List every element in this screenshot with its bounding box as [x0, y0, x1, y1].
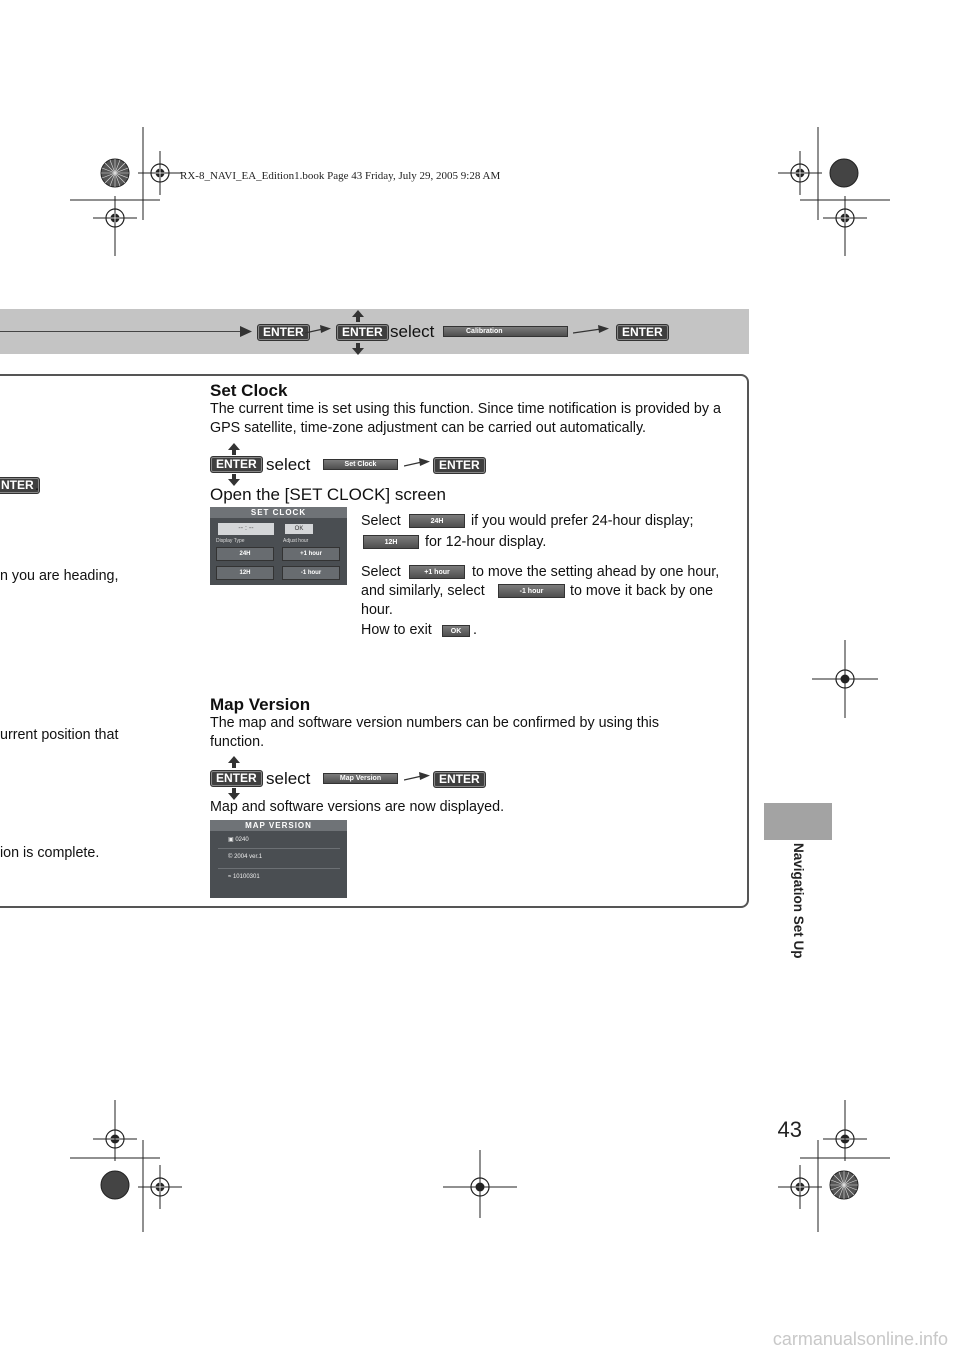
- btn-minus-hour-icon: -1 hour: [498, 584, 565, 598]
- exit-period: .: [473, 622, 477, 638]
- map-icon: ▣: [228, 837, 236, 843]
- screen-plus-hour-button: +1 hour: [282, 547, 340, 561]
- arrow-up-icon: [228, 443, 240, 455]
- instr2-b: and similarly, select: [361, 583, 485, 599]
- screen-divider: [218, 848, 340, 849]
- enter-key-partial: NTER: [0, 477, 40, 494]
- arrow-down-icon: [352, 343, 364, 355]
- section-tab: [764, 803, 832, 840]
- time-display: -- : --: [218, 523, 274, 535]
- enter-key-map-version-2: ENTER: [433, 771, 486, 788]
- screen-12h-button: 12H: [216, 566, 274, 580]
- arrow-up-icon: [352, 310, 364, 322]
- software-icon: ≈: [228, 874, 233, 880]
- watermark: carmanualsonline.info: [772, 1329, 948, 1349]
- map-version-screen-title: MAP VERSION: [210, 820, 347, 831]
- instr1-12h: for 12-hour display.: [425, 534, 547, 550]
- map-version-result: Map and software versions are now displayed.: [210, 799, 505, 815]
- exit-text: How to exit: [361, 622, 432, 638]
- left-fragment-position: urrent position that: [0, 727, 119, 743]
- left-fragment-complete: ion is complete.: [0, 845, 100, 861]
- enter-key-set-clock-1: ENTER: [210, 456, 263, 473]
- btn-ok-icon: OK: [442, 625, 470, 637]
- calibration-menu-button: Calibration: [443, 326, 568, 337]
- screen-divider: [218, 868, 340, 869]
- select-word: select: [266, 455, 311, 474]
- set-clock-description: The current time is set using this function. Since time notification is provided by a GPS satellite, time-zone adjustment can be carried out automatically.: [210, 401, 721, 436]
- screen-24h-button: 24H: [216, 547, 274, 561]
- instr1-select: Select: [361, 513, 401, 529]
- copyright-icon: ©: [228, 854, 235, 860]
- btn-plus-hour-icon: +1 hour: [409, 565, 465, 579]
- map-version-title: Map Version: [210, 695, 311, 714]
- arrow-right-icon: [404, 772, 430, 785]
- arrow-right-icon: [240, 326, 252, 337]
- arrow-right-icon: [573, 325, 609, 338]
- set-clock-screen-title: SET CLOCK: [210, 507, 347, 518]
- instr2-d: hour.: [361, 602, 393, 618]
- instr2-c: to move it back by one: [570, 583, 714, 599]
- map-version-menu-button: Map Version: [323, 773, 398, 784]
- enter-key-1: ENTER: [257, 324, 310, 341]
- open-set-clock-screen: Open the [SET CLOCK] screen: [210, 485, 446, 504]
- set-clock-screen: [210, 507, 347, 585]
- enter-key-set-clock-2: ENTER: [433, 457, 486, 474]
- adjust-hour-label: Adjust hour: [283, 538, 309, 544]
- screen-minus-hour-button: -1 hour: [282, 566, 340, 580]
- display-type-label: Display Type: [216, 538, 245, 544]
- enter-key-3: ENTER: [616, 324, 669, 341]
- instr2-a: to move the setting ahead by one hour,: [472, 564, 720, 580]
- select-word: select: [390, 322, 435, 341]
- screen-ok-button: OK: [285, 524, 313, 534]
- btn-12h-icon: 12H: [363, 535, 419, 549]
- arrow-up-icon: [228, 756, 240, 768]
- enter-key-2: ENTER: [336, 324, 389, 341]
- arrow-right-icon: [305, 325, 331, 338]
- instr2-select: Select: [361, 564, 401, 580]
- arrow-right-icon: [404, 458, 430, 471]
- content-panel: [0, 374, 749, 908]
- map-version-line3: ≈ 10100301: [228, 874, 260, 880]
- map-version-screen: [210, 820, 347, 898]
- set-clock-menu-button: Set Clock: [323, 459, 398, 470]
- map-version-description: The map and software version numbers can be confirmed by using this function.: [210, 715, 659, 750]
- page-number: 43: [777, 1117, 802, 1142]
- book-file-info: RX-8_NAVI_EA_Edition1.book Page 43 Friday, July 29, 2005 9:28 AM: [180, 170, 501, 182]
- left-fragment-heading: n you are heading,: [0, 568, 119, 584]
- select-word: select: [266, 769, 311, 788]
- enter-key-map-version-1: ENTER: [210, 770, 263, 787]
- map-version-line1: ▣ 0240: [228, 837, 249, 843]
- map-version-line2: © 2004 ver.1: [228, 854, 263, 860]
- set-clock-title: Set Clock: [210, 381, 288, 400]
- instr1-rest: if you would prefer 24-hour display;: [471, 513, 694, 529]
- btn-24h-icon: 24H: [409, 514, 465, 528]
- sequence-line: [0, 331, 244, 332]
- period-text: .: [35, 478, 39, 494]
